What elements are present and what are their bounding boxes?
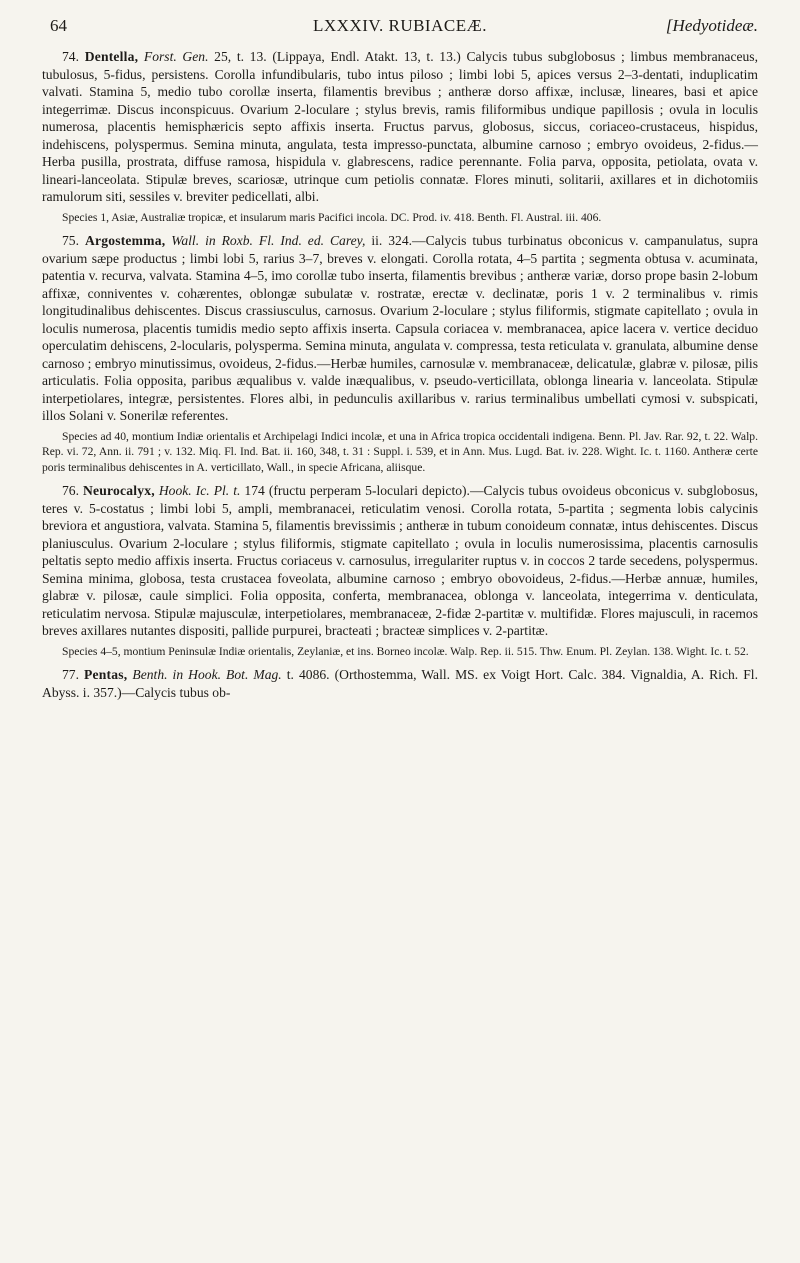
species-note: Species 1, Asiæ, Australiæ tropicæ, et insularum maris Pacifici incola. DC. Prod. iv. 418. Benth. Fl. Austral. iii. 406. [62,210,602,224]
genus-author: Hook. Ic. Pl. t. [158,483,241,498]
genus-description: t. 4086. (Orthostemma, Wall. MS. ex Voigt Hort. Calc. 384. Vignaldia, A. Rich. Fl. Abyss. i. 357.)—Calycis tubus ob- [42,667,758,700]
entry-number: 76. [62,483,79,498]
genus-entry-neurocalyx [42,482,758,640]
genus-entry-argostemma [42,232,758,425]
running-header [42,14,758,40]
species-note: Species ad 40, montium Indiæ orientalis et Archipelagi Indici incolæ, et una in Africa tropica occidentali indigena. Benn. Pl. Jav. Rar. 92, t. 22. Walp. Rep. vi. 72, Ann. ii. 791 ; v. 132. Miq. Fl. Ind. Bat. ii. 160, 348, t. 31 : Suppl. i. 539, et in Ann. Mus. Lugd. Bat. iv. 228. Wight. Ic. t. 1160. Antheræ certe poris terminalibus dehiscentes in A. verticillato, Wall., in specie Africana, aliisque. [42,429,758,474]
genus-name: Pentas, [84,667,128,682]
genus-description: 25, t. 13. (Lippaya, Endl. Atakt. 13, t. 13.) Calycis tubus subglobosus ; limbus membranaceus, tubulosus, 5-fidus, persistens. Corolla infundibularis, tubo intus piloso ; limbi lobi 5, apices versus 2–3-dentati, induplicatim valvati. Stamina 5, medio tubo corollæ inserta, filamentis brevibus ; antheræ dorso affixæ, inclusæ, lineares, basi et apice integerrimæ. Discus inconspicuus. Ovarium 2-loculare ; stylus brevis, ramis filiformibus undique papillosis ; ovula in loculis numerosa, placentis hemisphæricis septo affixis inserta. Fructus parvus, globosus, siccus, coriaceo-crustaceus, hispidus, indehiscens, polyspermus. Semina minuta, angulata, testa impresso-punctata, albumine carnoso ; embryo ovoideus, 2-fidus.—Herba pusilla, prostrata, diffuse ramosa, hispidula v. glabrescens, radice perennante. Folia parva, opposita, petiolata, ovata v. lineari-lanceolata. Stipulæ breves, scariosæ, utrinque cum petiolis connatæ. Flores minuti, solitarii, axillares et in dichotomiis ramulorum siti, sessiles v. breviter pedicellati, albi. [42,49,758,204]
family-heading: LXXXIV. RUBIACEÆ. [313,16,487,35]
genus-name: Neurocalyx, [83,483,155,498]
page-number: 64 [50,16,67,35]
genus-description: ii. 324.—Calycis tubus turbinatus obconicus v. campanulatus, supra ovarium sæpe productus ; limbi lobi 5, rarius 3–7, breves v. elongati. Corolla rotata, 4–5 partita ; segmenta obtusa v. acuminata, patentia v. recurva, valvata. Stamina 4–5, imo corollæ tubo inserta, filamentis brevibus ; antheræ variæ, dorso prope basin 2-lobum affixæ, conniventes v. cohærentes, oblongæ subulatæ v. rostratæ, erectæ v. declinatæ, poris 1 v. 2 terminalibus v. rimis longitudinalibus dehiscentes. Discus crassiusculus, carnosus. Ovarium 2-loculare ; stylus filiformis, stigmate capitellato ; ovula in loculis numerosa, placentis tumidis medio septo affixis inserta. Capsula coriacea v. membranacea, apice lacera v. vertice deciduo operculatim dehiscens, 2-locularis, polysperma. Semina minuta, angulata v. compressa, testa reticulata v. granulata, albumine dense carnoso ; embryo minutissimus, ovoideus, 2-fidus.—Herbæ humiles, carnosulæ v. membranaceæ, delicatulæ, glabræ v. pilosæ, pilis articulatis. Folia opposita, paribus æqualibus v. valde inæqualibus, v. pseudo-verticillata, oblonga linearia v. lanceolata. Stipulæ interpetiolares, integræ, persistentes. Flores albi, in pedunculis axillaribus v. rarius terminalibus umbellati cymosi v. subspicati, illos Solani v. Sonerilæ referentes. [42,233,758,423]
genus-name: Dentella, [84,49,139,64]
entry-number: 74. [62,49,79,64]
genus-entry-pentas [42,666,758,701]
book-page [42,14,758,705]
entry-number: 77. [62,667,79,682]
species-note: Species 4–5, montium Peninsulæ Indiæ orientalis, Zeylaniæ, et ins. Borneo incolæ. Walp. Rep. ii. 515. Thw. Enum. Pl. Zeylan. 138. Wight. Ic. t. 52. [62,644,749,658]
tribe-heading: [Hedyotideæ. [665,16,758,35]
genus-author: Benth. in Hook. Bot. Mag. [132,667,282,682]
genus-author: Wall. in Roxb. Fl. Ind. ed. Carey, [171,233,366,248]
genus-description: 174 (fructu perperam 5-loculari depicto).—Calycis tubus ovoideus obconicus v. subglobosus, teres v. 5-costatus ; limbi lobi 5, ampli, membranacei, reticulatim venosi. Corolla rotata, 5-partita ; segmenta lobis calycinis breviora et angustiora, valvata. Stamina 5, filamentis brevissimis ; antheræ in tubum conoideum connatæ, intus dehiscentes. Discus planiusculus. Ovarium 2-loculare ; stylus filiformis, stigmate capitellato ; ovula in loculis numerosissima, placentis carnosulis peltatis septo medio affixis inserta. Fructus coriaceus v. carnosulus, irregulariter ruptus v. in coccos 2 tarde secedens, polyspermus. Semina minima, globosa, testa crustacea foveolata, albumine carnoso ; embryo obovoideus, 2-fidus.—Herbæ annuæ, humiles, glabræ v. pilosæ, caule simplici. Folia opposita, conferta, membranacea, oblonga v. lanceolata, integerrima v. denticulata, reticulatim nervosa. Stipulæ majusculæ, interpetiolares, membranaceæ, 2-fidæ 2-partitæ v. multifidæ. Flores majusculi, in racemos breves axillares nutantes dispositi, pallide purpurei, bracteati ; bracteæ simplices v. 2-partitæ. [42,483,759,638]
genus-name: Argostemma, [84,233,166,248]
genus-author: Forst. Gen. [143,49,209,64]
genus-entry-dentella [42,48,758,206]
entry-number: 75. [62,233,79,248]
